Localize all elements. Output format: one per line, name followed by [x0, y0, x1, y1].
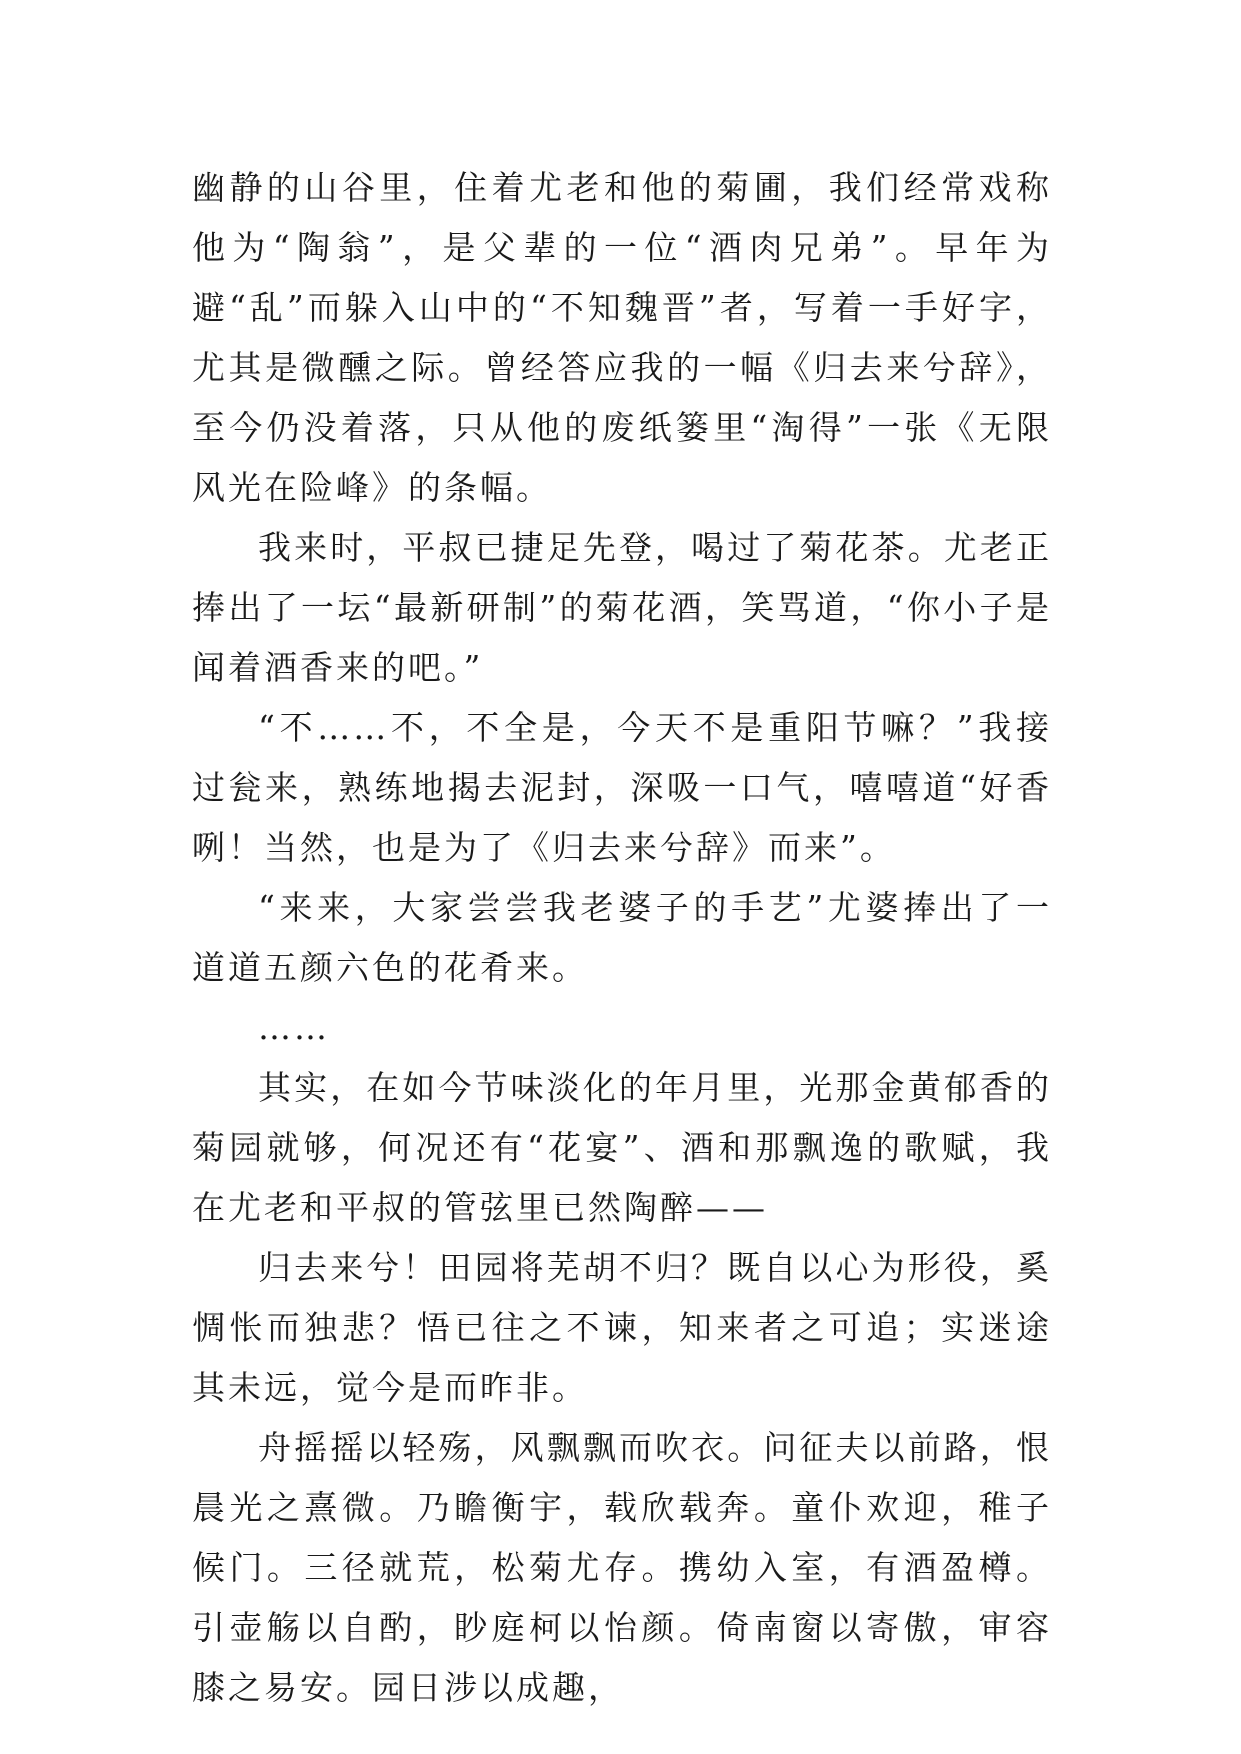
body-text	[192, 158, 1052, 1718]
paragraph-4: “来来，大家尝尝我老婆子的手艺”尤婆捧出了一道道五颜六色的花肴来。	[192, 888, 1052, 987]
paragraph-2: 我来时，平叔已捷足先登，喝过了菊花茶。尤老正捧出了一坛“最新研制”的菊花酒，笑骂道，“你小子是闻着酒香来的吧。”	[192, 528, 1052, 687]
paragraph-6: 归去来兮！田园将芜胡不归？既自以心为形役，奚惆怅而独悲？悟已往之不谏，知来者之可追；实迷途其未远，觉今是而昨非。	[192, 1248, 1052, 1407]
paragraph-ellipsis: ……	[258, 1008, 330, 1047]
paragraph-7: 舟摇摇以轻殇，风飘飘而吹衣。问征夫以前路，恨晨光之熹微。乃瞻衡宇，载欣载奔。童仆欢迎，稚子候门。三径就荒，松菊尤存。携幼入室，有酒盈樽。引壶觞以自酌，眇庭柯以怡颜。倚南窗以寄傲，审容膝之易安。园日涉以成趣，	[192, 1428, 1052, 1707]
paragraph-1: 幽静的山谷里，住着尤老和他的菊圃，我们经常戏称他为“陶翁”，是父辈的一位“酒肉兄弟”。早年为避“乱”而躲入山中的“不知魏晋”者，写着一手好字，尤其是微醺之际。曾经答应我的一幅《归去来兮辞》，至今仍没着落，只从他的废纸篓里“淘得”一张《无限风光在险峰》的条幅。	[192, 168, 1052, 507]
paragraph-5: 其实，在如今节味淡化的年月里，光那金黄郁香的菊园就够，何况还有“花宴”、酒和那飘逸的歌赋，我在尤老和平叔的管弦里已然陶醉——	[192, 1068, 1052, 1227]
paragraph-3: “不……不，不全是，今天不是重阳节嘛？”我接过瓮来，熟练地揭去泥封，深吸一口气，嘻嘻道“好香咧！当然，也是为了《归去来兮辞》而来”。	[192, 708, 1052, 867]
